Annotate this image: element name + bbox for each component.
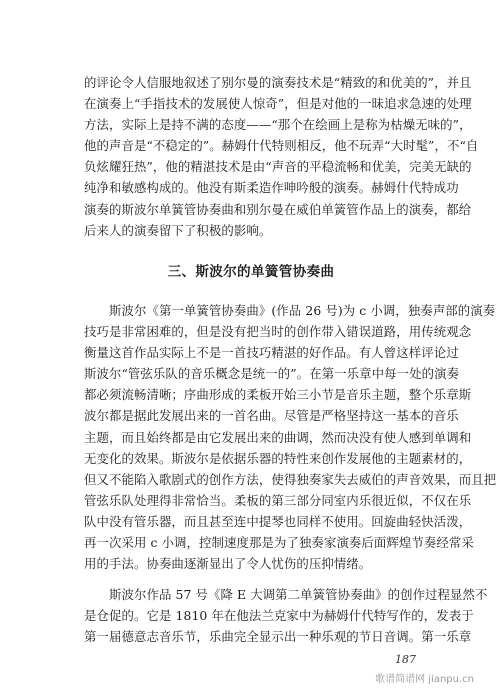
text-line: 都必须流畅清晰；序曲形成的柔板开始三小节是音乐主题，整个乐章斯 [84,387,472,403]
text-line: 但又不能陷入歌剧式的创作方法，使得独奏家失去威伯的声音效果，而且把 [84,471,496,487]
text-line: 波尔都是据此发展出来的一首名曲。尽管是严格坚持这一基本的音乐 [84,408,459,424]
text-line: 斯波尔作品 57 号《降 E 大调第二单簧管协奏曲》的创作过程显然不 [109,587,488,602]
text-line: 的评论令人信服地叙述了别尔曼的演奏技术是“精致的和优美的”，并且 [84,75,472,90]
paragraph-3 [84,584,488,647]
text-line: 他的声音是“不稳定的”。赫姆什代特则相反，他不玩弄“大时髦”，不“自 [84,138,479,154]
site-watermark: 歌谱简谱网 jianpu.cn [375,674,474,685]
paragraph-1 [84,72,479,241]
text-line: 在演奏上“手指技术的发展使人惊奇”，但是对他的一昧追求急速的处理 [84,96,472,112]
text-line: 主题，而且始终都是由它发展出来的曲调，然而决没有使人感到单调和 [84,429,472,445]
text-line: 演奏的斯波尔单簧管协奏曲和别尔曼在威伯单簧管作品上的演奏，都给 [84,201,472,217]
text-line: 斯波尔“管弦乐队的音乐概念是统一的”。在第一乐章中每一处的演奏 [84,366,460,382]
text-line: 是仓促的。它是 1810 年在他法兰克家中为赫姆什代特写作的，发表于 [84,608,474,624]
section-heading: 三、斯波尔的单簧管协奏曲 [167,264,335,280]
text-line: 队中没有管乐器，而且甚至连中提琴也同样不使用。回旋曲轻快活泼， [84,513,472,529]
text-line: 技巧是非常困难的，但是没有把当时的创作带入错误道路，用传统观念 [84,324,472,340]
text-line: 无变化的效果。斯波尔是依据乐器的特性来创作发展他的主题素材的， [84,450,472,466]
text-line: 纯净和敏感构成的。他没有斯柔造作呻吟般的演奏。赫姆什代特成功 [84,180,459,196]
text-line: 斯波尔《第一单簧管协奏曲》(作品 26 号)为 c 小调，独奏声部的演奏 [109,303,496,318]
text-line: 第一届德意志音乐节，乐曲完全显示出一种乐观的节日音调。第一乐章 [84,629,472,645]
text-line: 方法，实际上是持不满的态度——“那个在绘画上是称为枯燥无味的”， [84,117,472,133]
text-line: 再一次采用 c 小调，控制速度那是为了独奏家演奏后面辉煌节奏经常采 [84,535,474,551]
page-number: 187 [395,653,416,666]
text-line: 负炫耀狂热”，他的精湛技术是由“声音的平稳流畅和优美，完美无缺的 [84,159,472,175]
text-line: 管弦乐队处理得非常恰当。柔板的第三部分同室内乐很近似，不仅在乐 [84,492,472,508]
text-line: 用的手法。协奏曲逐渐显出了令人忧伤的压抑情绪。 [84,556,372,572]
text-line: 衡量这首作品实际上不是一首技巧精湛的好作品。有人曾这样评论过 [84,345,459,361]
text-line: 后来人的演奏留下了积极的影响。 [84,222,272,238]
paragraph-2 [84,300,496,574]
